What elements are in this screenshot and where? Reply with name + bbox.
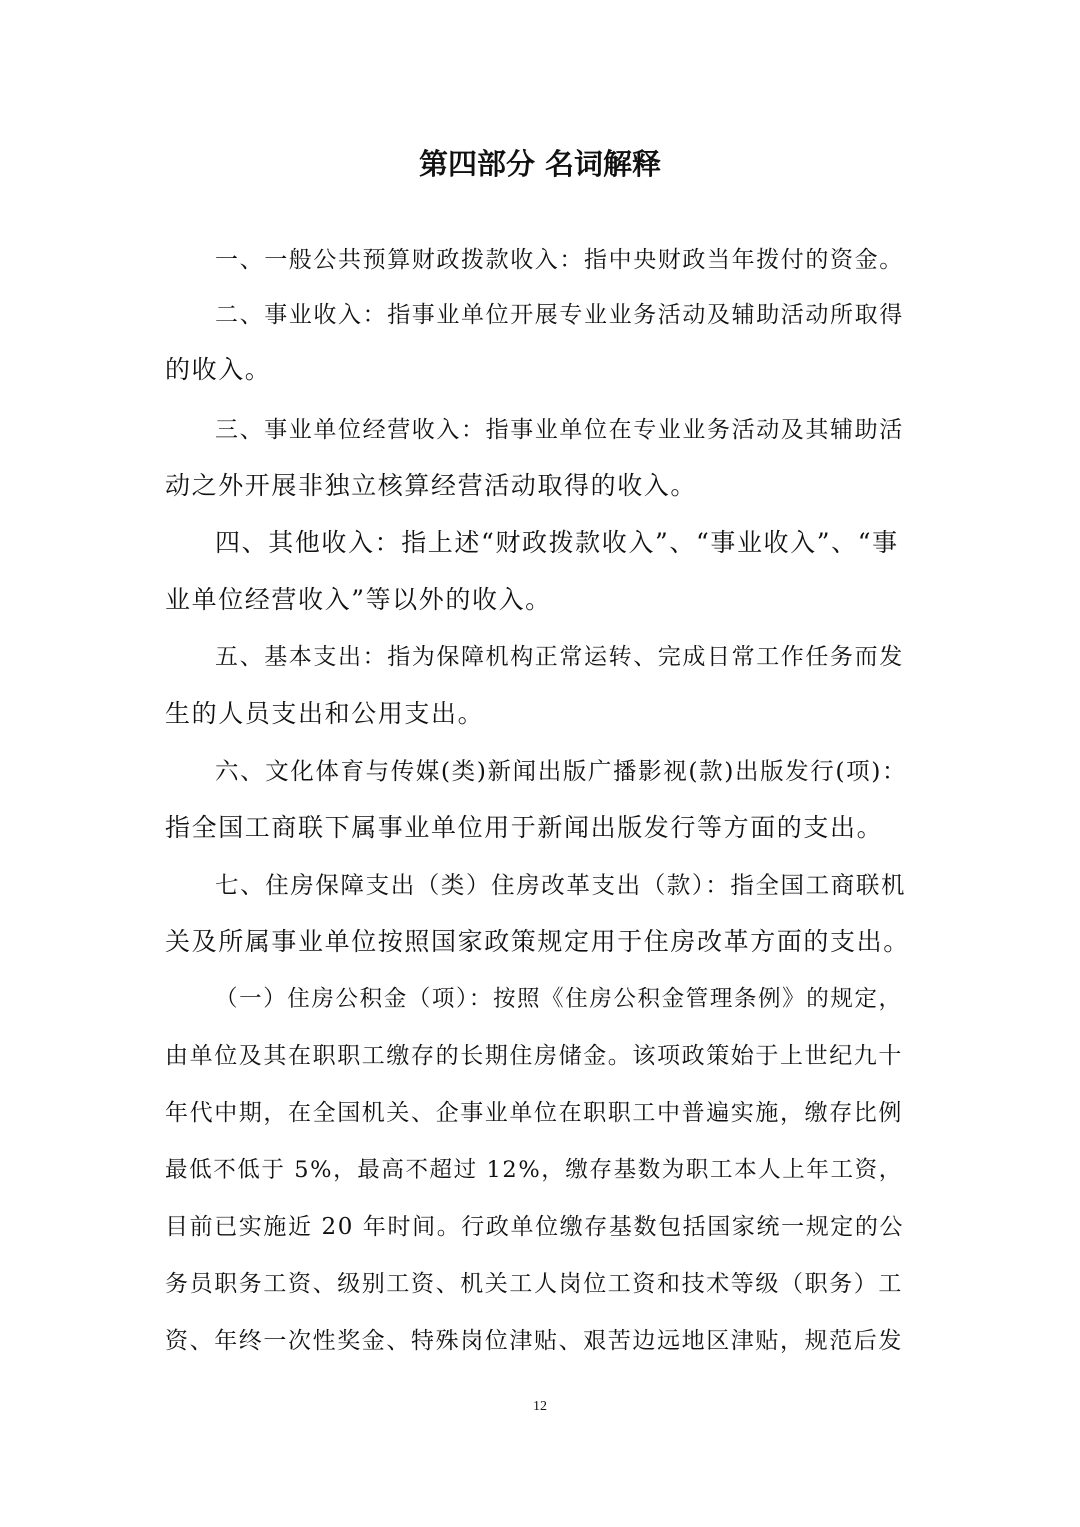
page-title: 第四部分 名词解释 xyxy=(418,147,662,181)
paragraph-line: 目前已实施近 20 年时间。行政单位缴存基数包括国家统一规定的公 xyxy=(165,1214,905,1240)
paragraph-line: 一、一般公共预算财政拨款收入：指中央财政当年拨付的资金。 xyxy=(215,247,904,273)
paragraph-line: 五、基本支出：指为保障机构正常运转、完成日常工作任务而发 xyxy=(215,644,904,670)
paragraph-line: 二、事业收入：指事业单位开展专业业务活动及辅助活动所取得 xyxy=(215,302,904,328)
paragraph-line: 资、年终一次性奖金、特殊岗位津贴、艰苦边远地区津贴，规范后发 xyxy=(165,1328,903,1354)
paragraph-line: 的收入。 xyxy=(165,355,272,384)
paragraph-line: 动之外开展非独立核算经营活动取得的收入。 xyxy=(165,471,698,500)
paragraph-line: 务员职务工资、级别工资、机关工人岗位工资和技术等级（职务）工 xyxy=(165,1271,903,1297)
paragraph-line: 三、事业单位经营收入：指事业单位在专业业务活动及其辅助活 xyxy=(215,417,904,443)
paragraph-line: 年代中期，在全国机关、企事业单位在职职工中普遍实施，缴存比例 xyxy=(165,1100,903,1126)
paragraph-line: 最低不低于 5%，最高不超过 12%，缴存基数为职工本人上年工资， xyxy=(165,1157,903,1183)
paragraph-line: 四、其他收入：指上述“财政拨款收入”、“事业收入”、“事 xyxy=(215,528,899,557)
paragraph-line: 七、住房保障支出（类）住房改革支出（款）：指全国工商联机 xyxy=(215,871,907,899)
paragraph-line: 指全国工商联下属事业单位用于新闻出版发行等方面的支出。 xyxy=(165,813,884,842)
page-number: 12 xyxy=(533,1399,547,1414)
paragraph-line: 生的人员支出和公用支出。 xyxy=(165,699,485,728)
paragraph-line: 业单位经营收入”等以外的收入。 xyxy=(165,585,552,614)
paragraph-line: 关及所属事业单位按照国家政策规定用于住房改革方面的支出。 xyxy=(165,927,910,956)
paragraph-line: 由单位及其在职职工缴存的长期住房储金。该项政策始于上世纪九十 xyxy=(165,1043,903,1069)
paragraph-line: （一）住房公积金（项）：按照《住房公积金管理条例》的规定， xyxy=(215,986,903,1012)
paragraph-line: 六、文化体育与传媒(类)新闻出版广播影视(款)出版发行(项)： xyxy=(215,757,908,785)
